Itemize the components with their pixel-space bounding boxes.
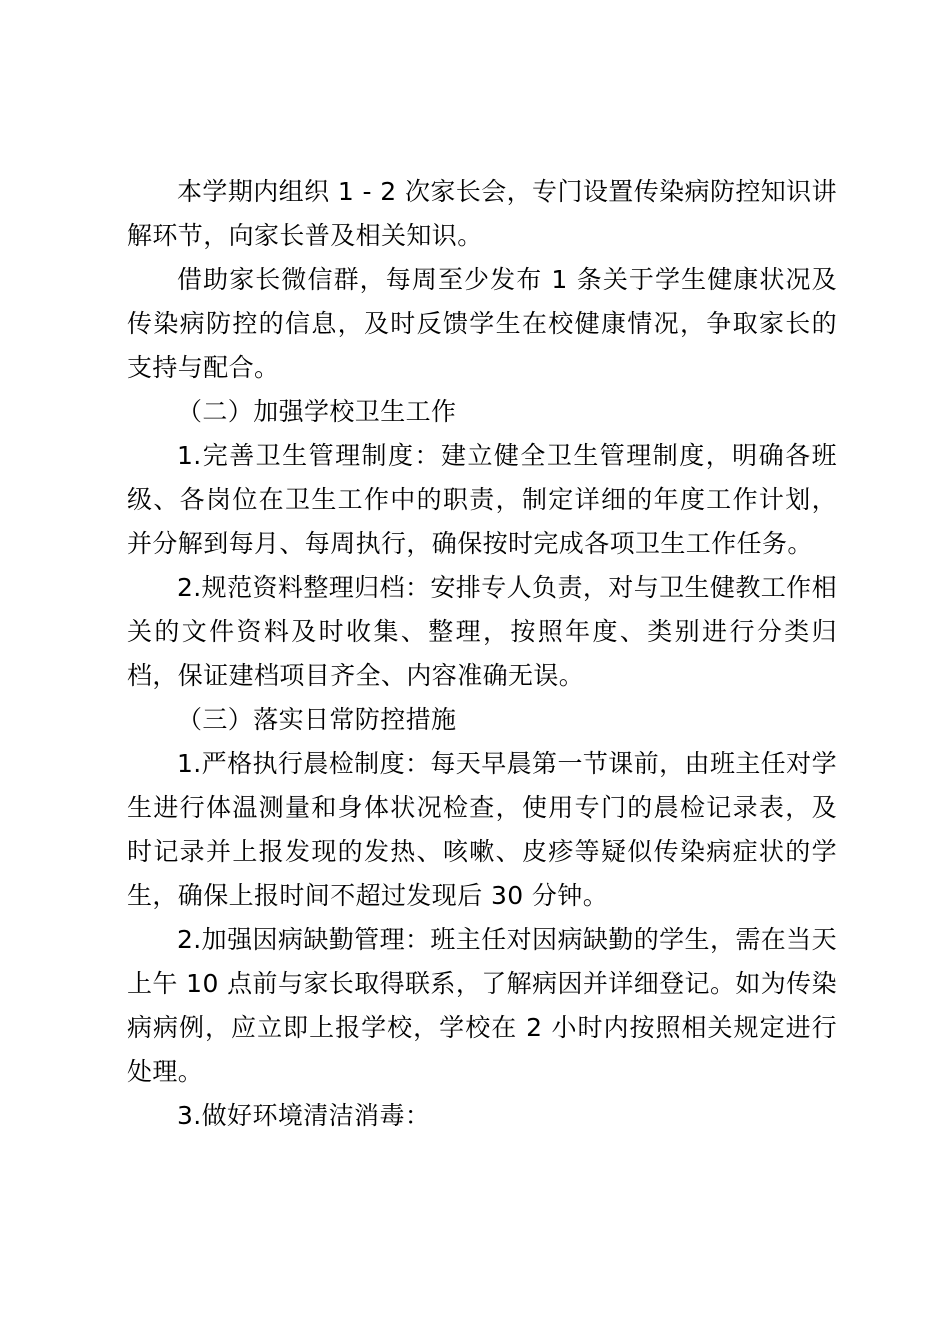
- paragraph-archive: 2.规范资料整理归档：安排专人负责，对与卫生健教工作相关的文件资料及时收集、整理，按照年度、类别进行分类归档，保证建档项目齐全、内容准确无误。: [127, 573, 837, 690]
- section-heading-hygiene: （二）加强学校卫生工作: [177, 397, 457, 426]
- section-heading-daily-prevention: （三）落实日常防控措施: [177, 705, 457, 734]
- paragraph-absence-management: 2.加强因病缺勤管理：班主任对因病缺勤的学生，需在当天上午 10 点前与家长取得联系，了解病因并详细登记。如为传染病病例，应立即上报学校，学校在 2 小时内按照相关规定进行处理。: [127, 925, 837, 1086]
- paragraph-hygiene-system: 1.完善卫生管理制度：建立健全卫生管理制度，明确各班级、各岗位在卫生工作中的职责，制定详细的年度工作计划，并分解到每月、每周执行，确保按时完成各项卫生工作任务。: [127, 441, 837, 558]
- paragraph-disinfection: 3.做好环境清洁消毒：: [177, 1101, 431, 1130]
- paragraph-morning-check: 1.严格执行晨检制度：每天早晨第一节课前，由班主任对学生进行体温测量和身体状况检查，使用专门的晨检记录表，及时记录并上报发现的发热、咳嗽、皮疹等疑似传染病症状的学生，确保上报时间不超过发现后 30 分钟。: [127, 749, 837, 910]
- document-body: [127, 170, 837, 1138]
- paragraph-wechat-group: 借助家长微信群，每周至少发布 1 条关于学生健康状况及传染病防控的信息，及时反馈学生在校健康情况，争取家长的支持与配合。: [127, 265, 837, 382]
- paragraph-parent-meeting: 本学期内组织 1 - 2 次家长会，专门设置传染病防控知识讲解环节，向家长普及相关知识。: [127, 177, 837, 250]
